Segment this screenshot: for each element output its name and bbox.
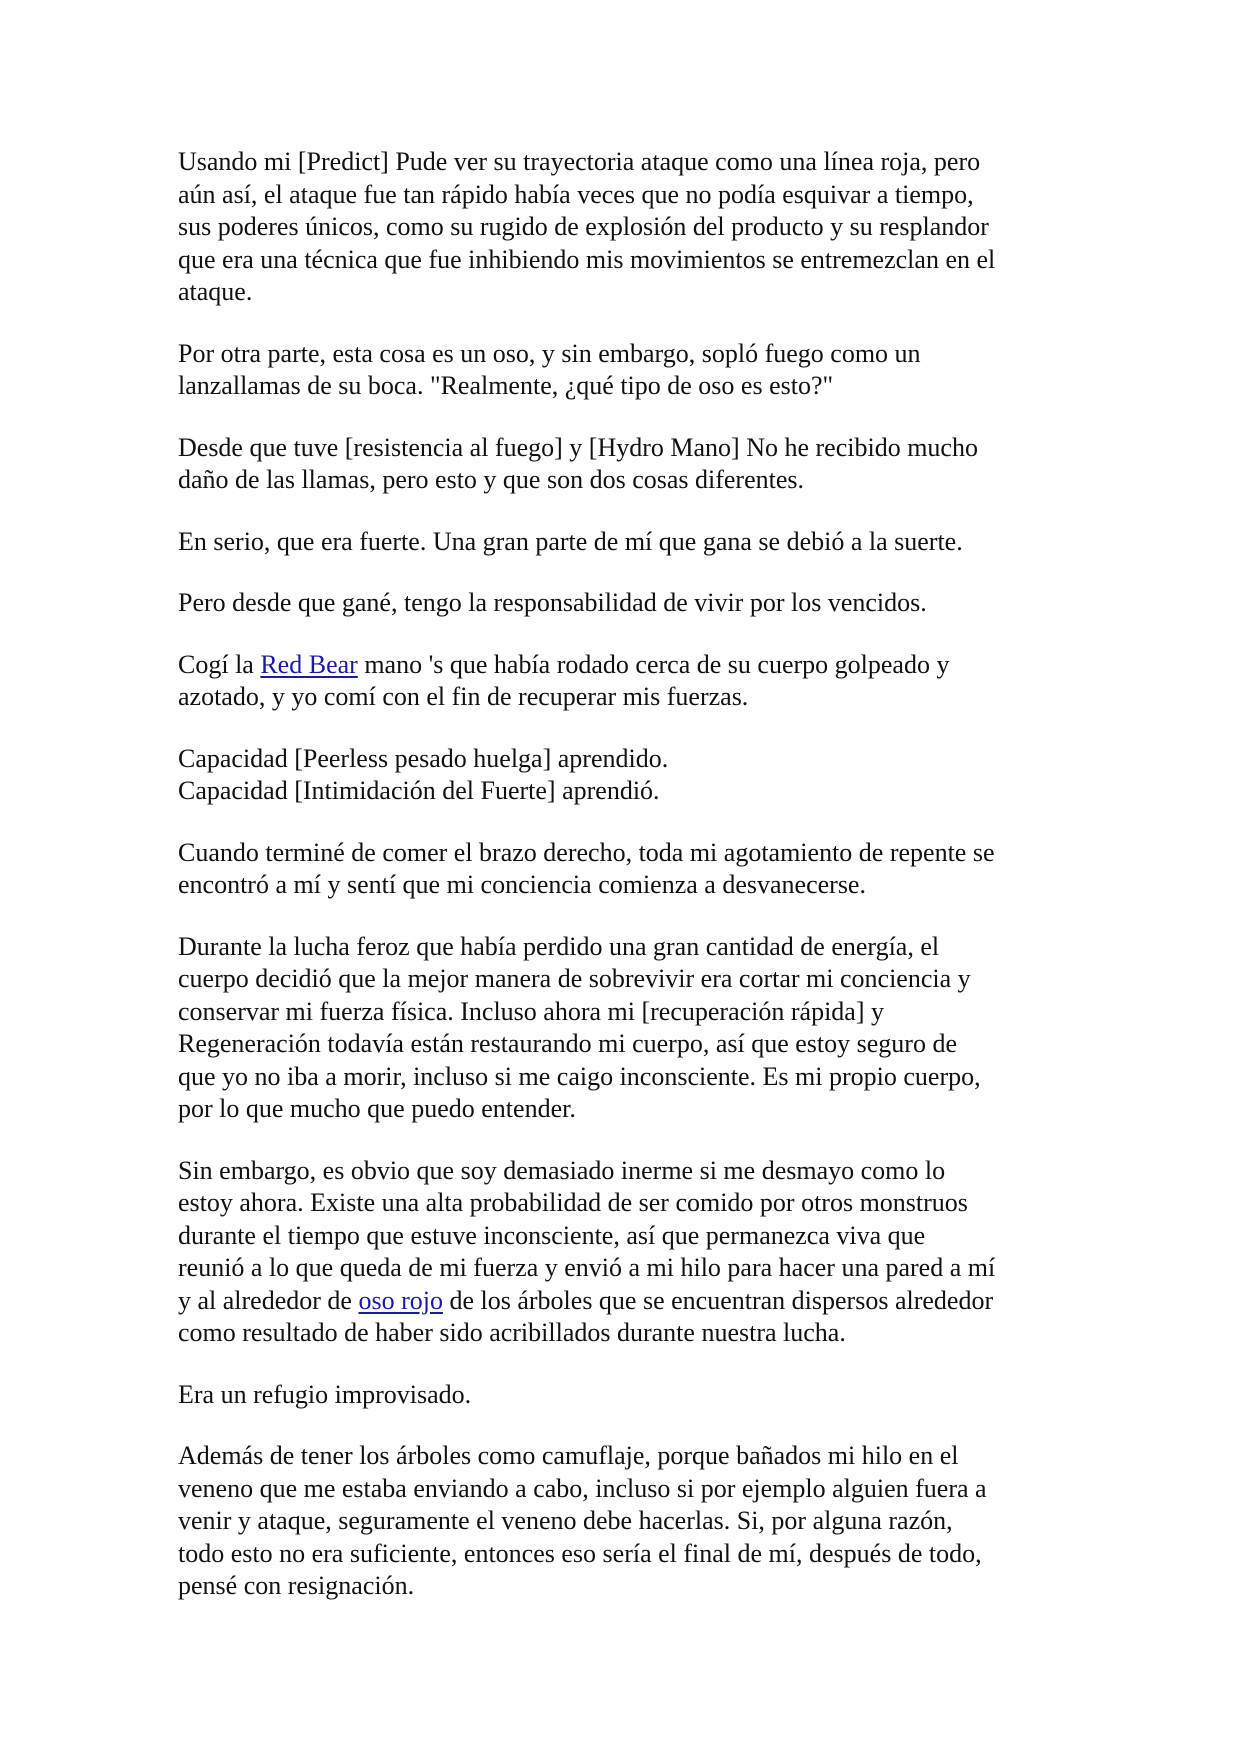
text-line: [178, 649, 1078, 682]
paragraph-7: [178, 743, 1078, 808]
text-line: En serio, que era fuerte. Una gran parte de mí que gana se debió a la suerte.: [178, 526, 963, 556]
text-segment: y al alrededor de: [178, 1285, 359, 1315]
text-line: encontró a mí y sentí que mi conciencia comienza a desvanecerse.: [178, 870, 866, 899]
text-segment: mano 's que había rodado cerca de su cuerpo golpeado y: [357, 649, 950, 679]
red-bear-link[interactable]: Red Bear: [260, 649, 358, 679]
text-line: Sin embargo, es obvio que soy demasiado inerme si me desmayo como lo: [178, 1155, 946, 1185]
text-line: todo esto no era suficiente, entonces eso sería el final de mí, después de todo,: [178, 1538, 982, 1568]
text-line: Era un refugio improvisado.: [178, 1379, 472, 1409]
text-line: por lo que mucho que puedo entender.: [178, 1094, 576, 1123]
paragraph-10: [178, 1155, 1078, 1350]
text-line: Capacidad [Intimidación del Fuerte] aprendió.: [178, 776, 660, 805]
text-line: que yo no iba a morir, incluso si me caigo inconsciente. Es mi propio cuerpo,: [178, 1061, 981, 1091]
text-line: Capacidad [Peerless pesado huelga] aprendido.: [178, 743, 669, 773]
text-line: venir y ataque, seguramente el veneno debe hacerlas. Si, por alguna razón,: [178, 1506, 953, 1535]
text-line: Durante la lucha feroz que había perdido una gran cantidad de energía, el: [178, 931, 940, 961]
text-line: Usando mi [Predict] Pude ver su trayectoria ataque como una línea roja, pero: [178, 147, 981, 176]
text-line: ataque.: [178, 277, 253, 306]
text-line: que era una técnica que fue inhibiendo mis movimientos se entremezclan en el: [178, 244, 996, 274]
text-line: reunió a lo que queda de mi fuerza y envió a mi hilo para hacer una pared a mí: [178, 1253, 996, 1282]
text-line: Regeneración todavía están restaurando mi cuerpo, así que estoy seguro de: [178, 1029, 957, 1058]
paragraph-9: [178, 931, 1078, 1126]
text-line: sus poderes únicos, como su rugido de explosión del producto y su resplandor: [178, 212, 989, 241]
text-line: veneno que me estaba enviando a cabo, incluso si por ejemplo alguien fuera a: [178, 1473, 987, 1503]
text-line: lanzallamas de su boca. "Realmente, ¿qué tipo de oso es esto?": [178, 371, 834, 400]
text-line: Desde que tuve [resistencia al fuego] y [Hydro Mano] No he recibido mucho: [178, 432, 978, 462]
paragraph-3: [178, 432, 1078, 497]
text-line: azotado, y yo comí con el fin de recuperar mis fuerzas.: [178, 682, 749, 711]
paragraph-8: [178, 837, 1078, 902]
text-line: Por otra parte, esta cosa es un oso, y sin embargo, sopló fuego como un: [178, 338, 921, 368]
paragraph-4: [178, 526, 1078, 559]
paragraph-5: [178, 587, 1078, 620]
paragraph-1: [178, 146, 1078, 309]
text-line: estoy ahora. Existe una alta probabilidad de ser comido por otros monstruos: [178, 1188, 968, 1217]
document-page: [178, 146, 1078, 1632]
text-line: daño de las llamas, pero esto y que son dos cosas diferentes.: [178, 465, 805, 494]
text-line: aún así, el ataque fue tan rápido había veces que no podía esquivar a tiempo,: [178, 179, 974, 209]
text-line: como resultado de haber sido acribillados durante nuestra lucha.: [178, 1318, 846, 1347]
text-line: Además de tener los árboles como camuflaje, porque bañados mi hilo en el: [178, 1441, 959, 1470]
text-line: pensé con resignación.: [178, 1571, 415, 1600]
paragraph-11: [178, 1379, 1078, 1412]
text-line: cuerpo decidió que la mejor manera de sobrevivir era cortar mi conciencia y: [178, 964, 971, 993]
paragraph-2: [178, 338, 1078, 403]
text-segment: Cogí la: [178, 649, 261, 679]
text-line: [178, 1285, 1078, 1318]
text-line: durante el tiempo que estuve inconsciente, así que permanezca viva que: [178, 1220, 926, 1250]
paragraph-6: [178, 649, 1078, 714]
oso-rojo-link[interactable]: oso rojo: [358, 1285, 443, 1315]
text-line: Cuando terminé de comer el brazo derecho, toda mi agotamiento de repente se: [178, 837, 995, 867]
text-line: conservar mi fuerza física. Incluso ahora mi [recuperación rápida] y: [178, 996, 884, 1026]
paragraph-12: [178, 1440, 1078, 1603]
text-line: Pero desde que gané, tengo la responsabilidad de vivir por los vencidos.: [178, 588, 927, 617]
text-segment: de los árboles que se encuentran dispersos alrededor: [442, 1285, 994, 1315]
